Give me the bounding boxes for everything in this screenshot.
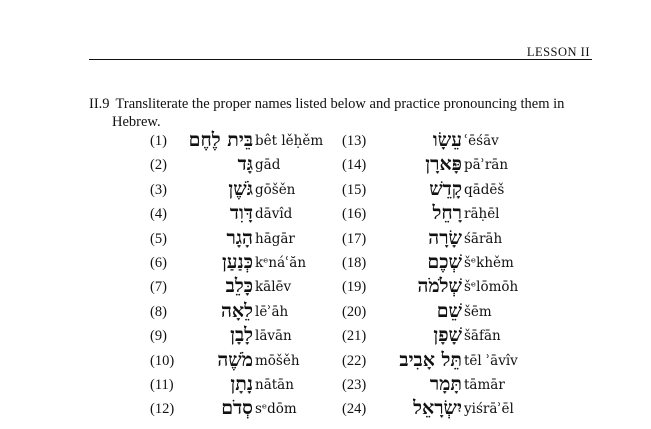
name-row — [150, 276, 340, 300]
transliteration: sᵉdōm — [255, 401, 297, 418]
item-number: (5) — [150, 230, 167, 247]
item-number: (3) — [150, 181, 167, 198]
hebrew-name: רָחֵל — [432, 202, 462, 225]
item-number: (8) — [150, 303, 167, 320]
item-number: (11) — [150, 377, 174, 393]
item-number: (1) — [150, 133, 167, 149]
hebrew-name: כָּלֵב — [225, 275, 253, 298]
item-number: (14) — [342, 157, 367, 174]
hebrew-name: שְׁלֹמֹה — [417, 275, 462, 298]
name-row — [342, 301, 532, 325]
hebrew-name: פָּארָן — [425, 153, 462, 176]
header-rule — [89, 59, 592, 60]
item-number: (19) — [342, 279, 367, 296]
exercise-line-1 — [89, 95, 599, 113]
name-row — [150, 203, 340, 227]
transliteration: kālēv — [255, 279, 292, 296]
name-row — [342, 228, 532, 252]
item-number: (22) — [342, 352, 367, 369]
transliteration: gād — [255, 157, 281, 174]
name-row — [342, 130, 532, 154]
name-row — [342, 203, 532, 227]
name-row — [342, 154, 532, 178]
hebrew-name: שָׁפָן — [433, 324, 462, 347]
hebrew-name: תָּמָר — [429, 373, 462, 395]
item-number: (10) — [150, 352, 175, 369]
name-row — [150, 252, 340, 276]
name-row — [342, 374, 532, 398]
item-number: (6) — [150, 255, 167, 271]
transliteration: nātān — [255, 377, 294, 393]
name-row — [150, 374, 340, 398]
name-row — [342, 350, 532, 374]
hebrew-name: גֹּשֶׁן — [228, 177, 253, 200]
hebrew-name: לָבָן — [230, 324, 253, 347]
transliteration: pāʾrān — [464, 157, 509, 174]
hebrew-name: הָגָר — [226, 226, 253, 249]
name-row — [150, 179, 340, 203]
name-row — [342, 325, 532, 349]
transliteration: šᵉkhěm — [464, 255, 514, 271]
hebrew-name: שָׂרָה — [428, 226, 462, 249]
item-number: (15) — [342, 181, 367, 198]
name-row — [150, 130, 340, 154]
transliteration: qādēš — [464, 181, 505, 198]
hebrew-name: נָתָן — [230, 373, 253, 395]
item-number: (7) — [150, 279, 167, 296]
transliteration: kᵉnáʿăn — [255, 255, 307, 271]
hebrew-name: יִשְׂרָאֵל — [413, 397, 462, 420]
transliteration: dāvîd — [255, 206, 293, 223]
name-row — [342, 398, 532, 422]
item-number: (4) — [150, 206, 167, 223]
transliteration: tāmār — [464, 377, 505, 393]
name-row — [150, 398, 340, 422]
transliteration: ʿēśāv — [464, 133, 499, 149]
exercise-text: Transliterate the proper names listed below and practice pronouncing them in — [115, 96, 565, 112]
hebrew-name: שֵׁם — [436, 299, 462, 322]
hebrew-name: סְדֹם — [221, 397, 253, 420]
transliteration: hāgār — [255, 230, 295, 247]
hebrew-name: בֵּית לֶחֶם — [188, 129, 253, 151]
transliteration: gōšěn — [255, 181, 296, 198]
name-row — [342, 252, 532, 276]
item-number: (20) — [342, 303, 367, 320]
transliteration: yiśrāʾēl — [464, 401, 514, 418]
transliteration: tēl ʾāvîv — [464, 352, 518, 369]
item-number: (18) — [342, 255, 367, 271]
exercise-line-2: Hebrew. — [112, 114, 161, 130]
transliteration: bêt lěḥěm — [255, 133, 324, 149]
item-number: (2) — [150, 157, 167, 174]
transliteration: šᵉlōmōh — [464, 279, 519, 296]
name-row — [150, 350, 340, 374]
item-number: (24) — [342, 401, 367, 418]
hebrew-name: שְׁכֶם — [427, 251, 462, 273]
name-row — [342, 276, 532, 300]
item-number: (21) — [342, 328, 367, 345]
exercise-instructions — [89, 95, 599, 131]
name-row — [150, 325, 340, 349]
page-header — [89, 36, 592, 60]
name-row — [342, 179, 532, 203]
item-number: (9) — [150, 328, 167, 345]
hebrew-name: תֵּל אָבִיב — [399, 348, 462, 371]
item-number: (23) — [342, 377, 367, 393]
transliteration: šāfān — [464, 328, 501, 345]
item-number: (13) — [342, 133, 367, 149]
transliteration: śārāh — [464, 230, 503, 247]
name-row — [150, 228, 340, 252]
exercise-number: II.9 — [89, 96, 110, 112]
hebrew-name: כְּנַעַן — [221, 251, 253, 273]
transliteration: lāvān — [255, 328, 292, 345]
transliteration: mōšěh — [255, 352, 300, 369]
item-number: (12) — [150, 401, 175, 418]
name-row — [150, 154, 340, 178]
hebrew-name: גָּד — [237, 153, 253, 176]
transliteration: lēʾāh — [255, 303, 289, 320]
item-number: (16) — [342, 206, 367, 223]
name-row — [150, 301, 340, 325]
hebrew-name: דָּוִד — [229, 202, 253, 225]
lesson-label: LESSON II — [526, 45, 590, 59]
item-number: (17) — [342, 230, 367, 247]
transliteration: rāḥēl — [464, 206, 500, 223]
transliteration: šēm — [464, 303, 492, 320]
hebrew-name: קָדֵשׁ — [429, 177, 462, 200]
hebrew-name: לֵאָה — [220, 299, 253, 322]
hebrew-name: מֹשֶׁה — [217, 348, 253, 371]
hebrew-name: עֵשָׂו — [432, 129, 462, 151]
